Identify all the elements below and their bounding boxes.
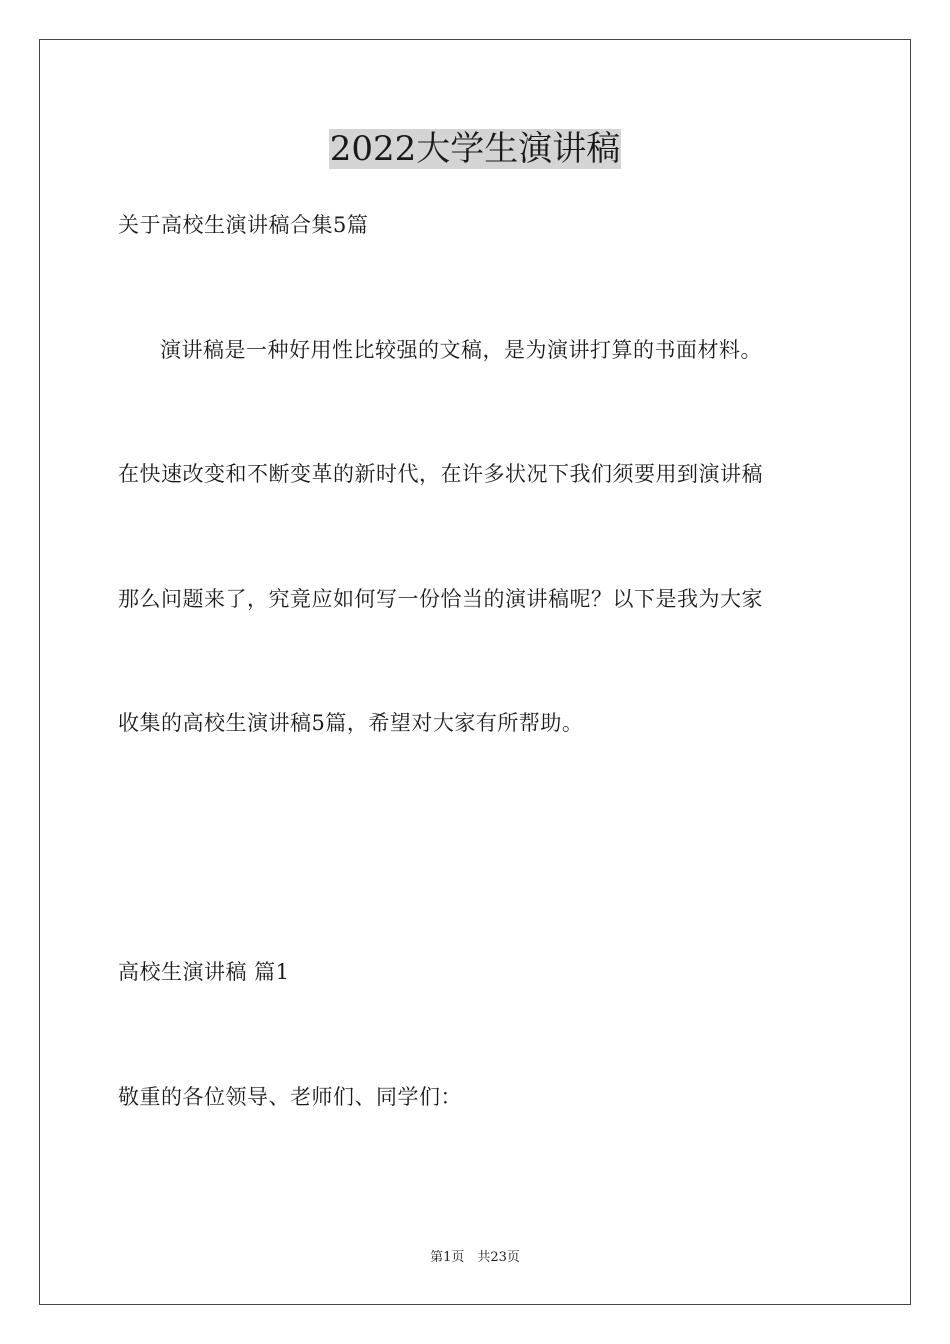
intro-line-4: 收集的高校生演讲稿5篇，希望对大家有所帮助。 (118, 711, 584, 735)
intro-line-2: 在快速改变和不断变革的新时代，在许多状况下我们须要用到演讲稿 (118, 462, 763, 486)
salutation: 敬重的各位领导、老师们、同学们： (118, 1085, 462, 1109)
section-heading: 高校生演讲稿 篇1 (118, 960, 290, 984)
intro-line-1: 演讲稿是一种好用性比较强的文稿，是为演讲打算的书面材料。 (160, 338, 762, 362)
intro-line-3: 那么问题来了，究竟应如何写一份恰当的演讲稿呢？以下是我为大家 (118, 587, 763, 611)
document-subtitle: 关于高校生演讲稿合集5篇 (118, 213, 369, 237)
document-title-text: 2022大学生演讲稿 (329, 129, 621, 169)
document-title (0, 128, 950, 170)
page-footer: 第1页 共23页 (430, 1250, 520, 1265)
